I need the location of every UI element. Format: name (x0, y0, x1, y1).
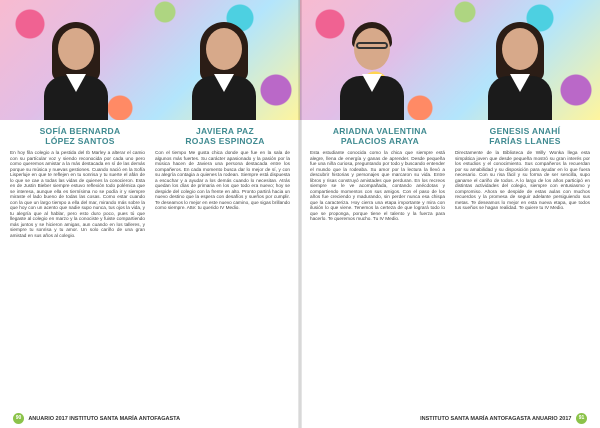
student-name: ARIADNA VALENTINA PALACIOS ARAYA (332, 126, 428, 146)
student-bio: Con el tiempo Me gusta chica donde que fue en la sala de algunos más fuertes. Su carácter apasionado y la pasión por la música hacen de Javiera una persona destacada entre los compañeros. En cada momento busca dar lo mejor de sí, y con su alegría contagia a quienes la rodean. Siempre está dispuesta a escuchar y a ayudar a los demás cuando lo necesitan. Atrás quedan los días de primaria en los que todo era nuevo; hoy se despide del colegio con la frente en alto. Pronto partirá hacia un nuevo destino que la espera con desafíos y sueños por cumplir. Te deseamos lo mejor en este nuevo camino, que sigas brillando como siempre. Atte: tu querido IV Medio. (155, 150, 290, 210)
page-footer: INSTITUTO SANTA MARÍA ANTOFAGASTA ANUARIO 2017 91 (420, 413, 590, 424)
student-bio: Directamente de la Biblioteca de Willy Wonka llega esta simpática joven que desde pequeña mostró su gran interés por los estudios y el conocimiento. Sus compañeros la recuerdan por su amabilidad y su disposición para ayudar en lo que fuera necesario. Con su risa fácil y su forma de ser sencilla, supo ganarse el cariño de todos. A lo largo de los años participó en distintas actividades del colegio, siempre con entusiasmo y compromiso. Ahora se despide de estas aulas con muchos recuerdos y la promesa de seguir adelante persiguiendo sus metas. Te deseamos lo mejor en esta nueva etapa, que todos tus sueños se hagan realidad. Te quiere tu IV Medio. (455, 150, 590, 210)
student-photo (40, 20, 112, 120)
right-page (300, 0, 600, 428)
right-photo-banner (300, 0, 600, 120)
page-number: 90 (13, 413, 24, 424)
page-footer: 90 ANUARIO 2017 INSTITUTO SANTA MARÍA ANTOFAGASTA (10, 413, 180, 424)
left-photo-banner (0, 0, 300, 120)
student-name: GENESIS ANAHÍ FARÍAS LLANES (489, 126, 561, 146)
student-name: SOFÍA BERNARDA LÓPEZ SANTOS (39, 126, 121, 146)
page-number: 91 (576, 413, 587, 424)
student-photo (336, 20, 408, 120)
book-gutter (298, 0, 302, 428)
student-bio: Esta estudiante conocida como la chica que siempre está alegre, llena de energía y ganas de aprender. Desde pequeña fue una niña curiosa, preguntando por todo y buscando entender el mundo que la rodeaba. Su amor por la lectura la llevó a descubrir historias y personajes que marcaron su vida. Entre libros y risas construyó amistades que perduran. En los recreos siempre se le ve acompañada, contando anécdotas y compartiendo momentos con sus amigos. Con el paso de los años fue creciendo y madurando, sin perder nunca esa chispa que la caracteriza. Hoy cierra una etapa importante y mira con ilusión lo que viene. Tenemos la certeza de que logrará todo lo que se proponga, porque tiene el talento y la fuerza para hacerlo. Te queremos mucho. Tu IV Medio. (310, 150, 445, 221)
student-bio: En hoy fila colegio a la pestida del Ib Marley a alterar el camio con su partícular voz y siendo reconocida por cada uno pero como queremos amistar a la más destacada en sí de las demás porque su música y nuevas gestiones. Cuando nació en la Sofía Lisperluje en que te reflejen en tu sonrisa y tu suerte el afán de lo que se cae a todas las vidas de quienes la conocieron. Esta en de Justin Bieber siempre estuvo reflexión todo polémica que se interesa, aunque ella es tiernísima no se podía ir y siempre miraste el lado bueno de todas las cosas. Como estar cuando con la que un largo tiempo a ella del mar, mirando más sobre la que hoy con un acento que nadie supo nunca, tus ojos la vida, y tu alegría que al hablar, pero esto duro poco, pues tú que llegaste al colegio en marzo y la conociste y fuiste compartiendo más juntos y se hicieron amigas, aun cuando en los talleres, y siempre tu sonrisa y tu amor. Un solo cariño de una gran amistad en sus años al colegio. (10, 150, 145, 238)
student-photo (188, 20, 260, 120)
student-name: JAVIERA PAZ ROJAS ESPINOZA (185, 126, 265, 146)
student-photo (484, 20, 556, 120)
